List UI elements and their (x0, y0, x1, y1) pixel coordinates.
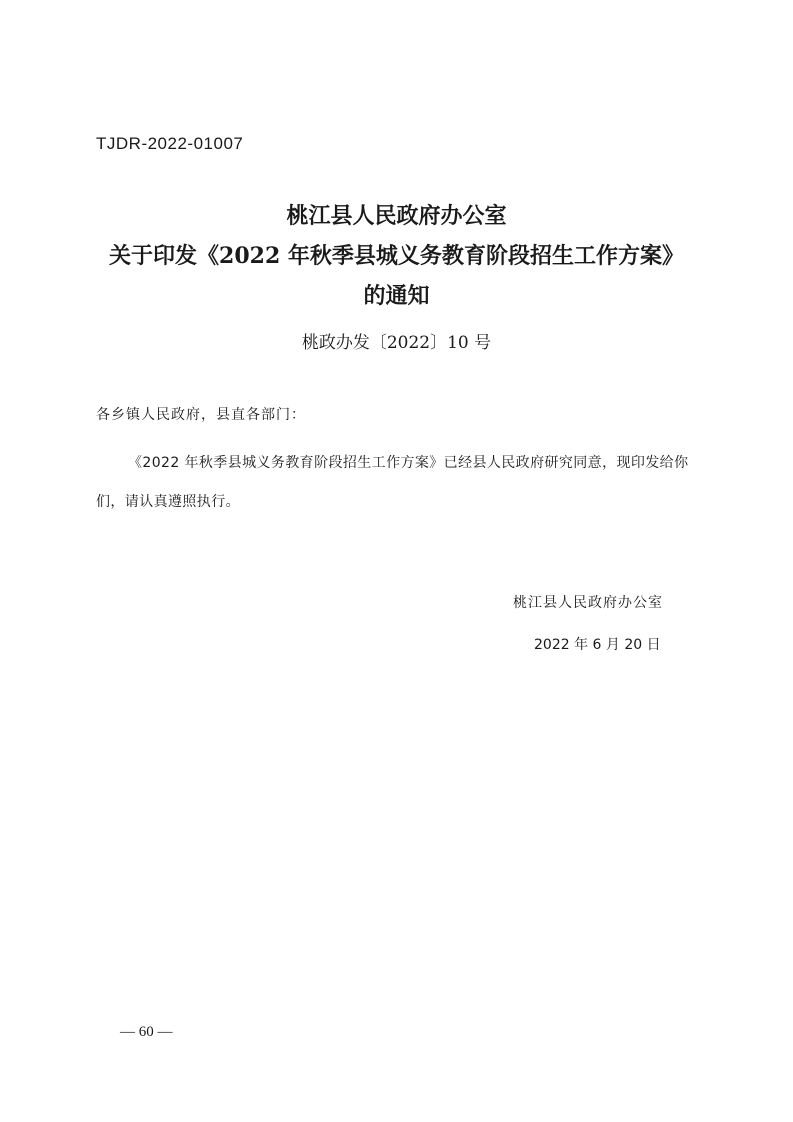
title-line-3: 的通知 (363, 283, 430, 309)
document-title (0, 196, 793, 316)
title-line-1: 桃江县人民政府办公室 (286, 203, 507, 229)
page-number: — 60 — (120, 1024, 173, 1040)
body-paragraph: 《2022 年秋季县城义务教育阶段招生工作方案》已经县人民政府研究同意，现印发给你们，请认真遵照执行。 (96, 455, 689, 510)
document-code: TJDR-2022-01007 (96, 134, 244, 153)
signature-date: 2022 年 6 月 20 日 (534, 637, 661, 653)
salutation: 各乡镇人民政府，县直各部门： (96, 407, 306, 423)
signature: 桃江县人民政府办公室 (513, 595, 663, 611)
title-line-2: 关于印发《2022 年秋季县城义务教育阶段招生工作方案》 (109, 243, 684, 269)
document-number: 桃政办发〔2022〕10 号 (301, 333, 492, 353)
